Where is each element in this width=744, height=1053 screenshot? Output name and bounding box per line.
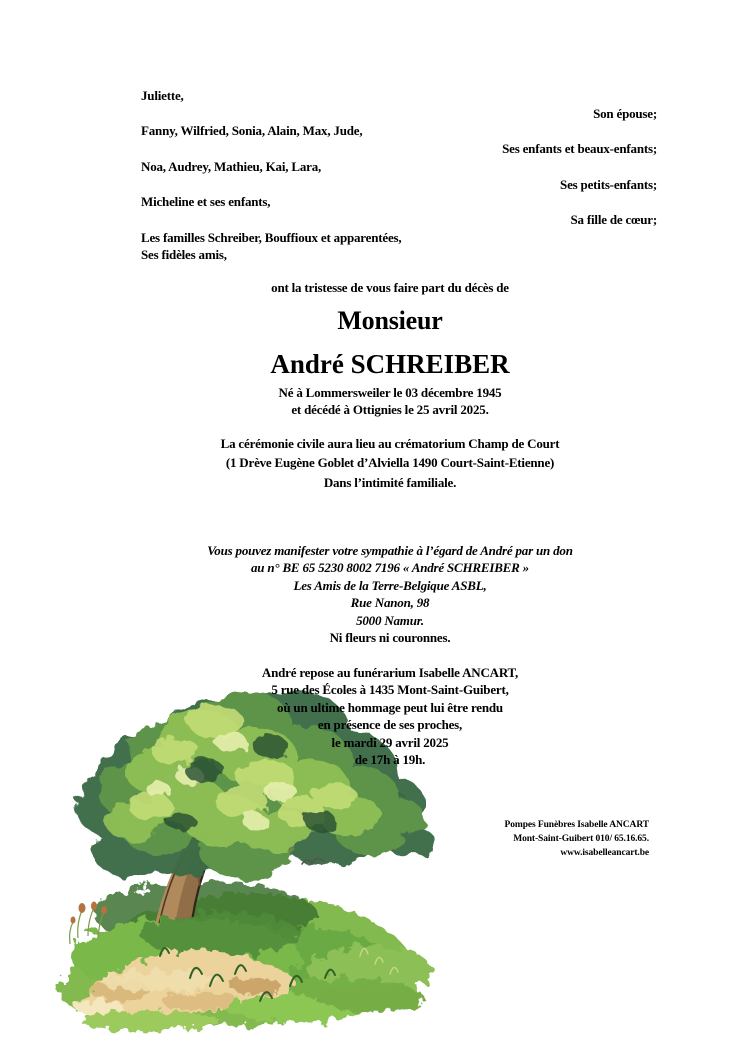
birth-death-dates — [36, 384, 744, 419]
deceased-name: André SCHREIBER — [270, 349, 510, 379]
announcement-intro: ont la tristesse de vous faire part du décès de — [271, 280, 509, 295]
donation-org: Les Amis de la Terre-Belgique ASBL, — [293, 577, 487, 593]
funeral-home-phone: Mont-Saint-Guibert 010/ 65.16.65. — [513, 833, 649, 844]
ceremony-details — [36, 434, 744, 492]
birth-line: Né à Lommersweiler le 03 décembre 1945 — [278, 385, 502, 400]
relation-label: Ses petits-enfants; — [560, 176, 657, 192]
funeral-home-footer — [505, 819, 649, 860]
relative-line: Micheline et ses enfants, — [141, 194, 271, 210]
donation-street: Rue Nanon, 98 — [350, 595, 430, 611]
donation-details — [36, 542, 744, 646]
funerarium-hours: de 17h à 19h. — [354, 752, 426, 768]
relatives-list — [0, 87, 744, 264]
relation-label: Ses enfants et beaux-enfants; — [502, 141, 657, 157]
donation-account: au n° BE 65 5230 8002 7196 « André SCHREIBER » — [251, 560, 529, 576]
funerarium-details — [36, 664, 744, 768]
funerarium-line: André repose au funérarium Isabelle ANCART, — [261, 665, 519, 680]
deceased-title: Monsieur — [337, 306, 443, 335]
ceremony-line: La cérémonie civile aura lieu au crématorium Champ de Court — [220, 436, 560, 451]
relative-line: Les familles Schreiber, Bouffioux et apparentées, — [141, 229, 402, 245]
funerarium-line: en présence de ses proches, — [317, 717, 463, 733]
funerarium-address: 5 rue des Écoles à 1435 Mont-Saint-Guibert, — [271, 682, 509, 698]
relative-line: Ses fidèles amis, — [141, 247, 227, 263]
relative-line: Fanny, Wilfried, Sonia, Alain, Max, Jude, — [141, 123, 363, 139]
relation-label: Son épouse; — [593, 105, 657, 121]
funeral-home-name: Pompes Funèbres Isabelle ANCART — [504, 820, 649, 830]
no-flowers-note: Ni fleurs ni couronnes. — [329, 630, 451, 646]
funeral-home-website: www.isabelleancart.be — [560, 847, 649, 858]
funerarium-date: le mardi 29 avril 2025 — [331, 734, 449, 750]
relation-label: Sa fille de cœur; — [570, 211, 657, 227]
ceremony-privacy: Dans l’intimité familiale. — [323, 474, 457, 490]
relative-line: Noa, Audrey, Mathieu, Kai, Lara, — [141, 158, 322, 174]
donation-line: Vous pouvez manifester votre sympathie à l’égard de André par un don — [207, 543, 573, 558]
funerarium-line: où un ultime hommage peut lui être rendu — [277, 699, 503, 715]
relative-line: Juliette, — [141, 88, 184, 103]
death-line: et décédé à Ottignies le 25 avril 2025. — [291, 402, 489, 418]
donation-city: 5000 Namur. — [356, 612, 424, 628]
ceremony-address: (1 Drève Eugène Goblet d’Alviella 1490 Court-Saint-Etienne) — [225, 455, 555, 471]
